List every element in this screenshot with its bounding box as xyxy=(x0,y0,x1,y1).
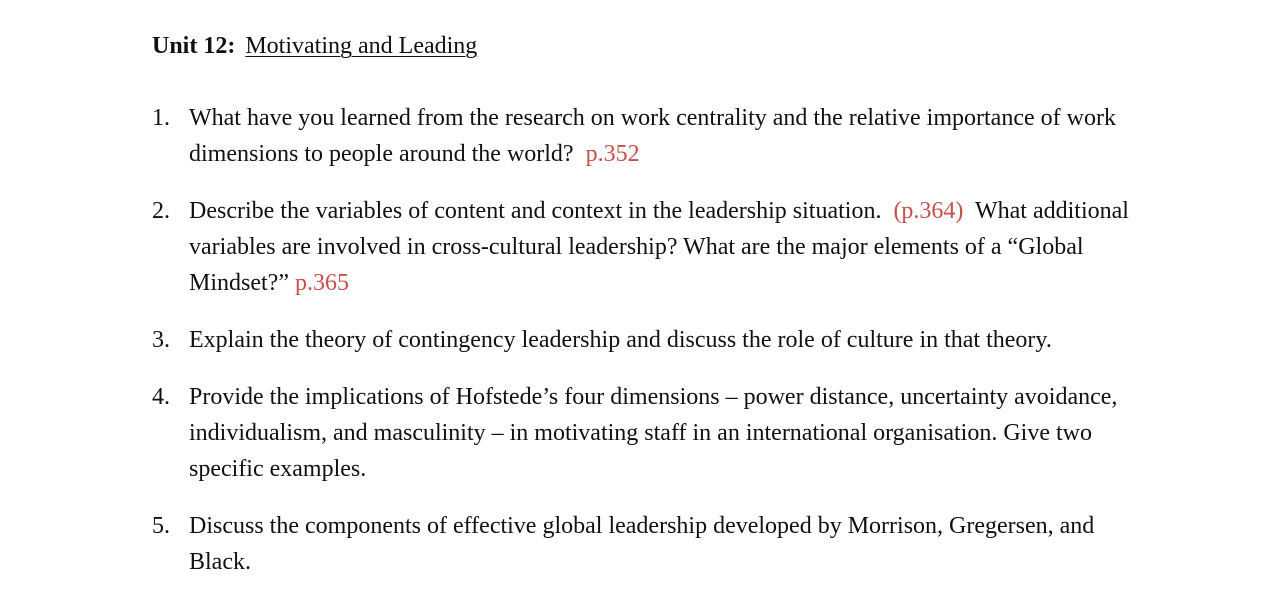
page-reference: (p.364) xyxy=(893,198,964,224)
question-body-continued: What additional variables are involved in cross-cultural leadership? What are the major elements of a “Global Mindset?” xyxy=(189,198,1129,296)
question-text xyxy=(189,193,1152,301)
question-text: Discuss the components of effective global leadership developed by Morrison, Gregersen, and Black. xyxy=(189,513,1095,575)
unit-heading xyxy=(152,30,477,62)
question-body: Describe the variables of content and context in the leadership situation. xyxy=(189,198,882,224)
question-body: What have you learned from the research on work centrality and the relative importance of work dimensions to people around the world? xyxy=(189,105,1116,167)
question-number: 1. xyxy=(152,105,170,131)
question-list xyxy=(152,100,1152,601)
question-number: 5. xyxy=(152,513,170,539)
question-item-4 xyxy=(152,379,1152,487)
question-number: 3. xyxy=(152,327,170,353)
question-item-5 xyxy=(152,508,1152,580)
question-number: 2. xyxy=(152,198,170,224)
question-item-2 xyxy=(152,193,1152,301)
unit-title: Motivating and Leading xyxy=(245,33,478,59)
question-text xyxy=(189,100,1152,172)
question-item-1 xyxy=(152,100,1152,172)
question-text: Explain the theory of contingency leadership and discuss the role of culture in that theory. xyxy=(189,327,1052,353)
unit-label: Unit 12: xyxy=(152,33,236,59)
page-reference: p.365 xyxy=(294,270,349,296)
question-item-3 xyxy=(152,322,1152,358)
question-text: Provide the implications of Hofstede’s four dimensions – power distance, uncertainty avoidance, individualism, and masculinity – in motivating staff in an international organisation. Give two specific examples. xyxy=(189,384,1118,482)
page-reference: p.352 xyxy=(585,141,640,167)
question-number: 4. xyxy=(152,384,170,410)
